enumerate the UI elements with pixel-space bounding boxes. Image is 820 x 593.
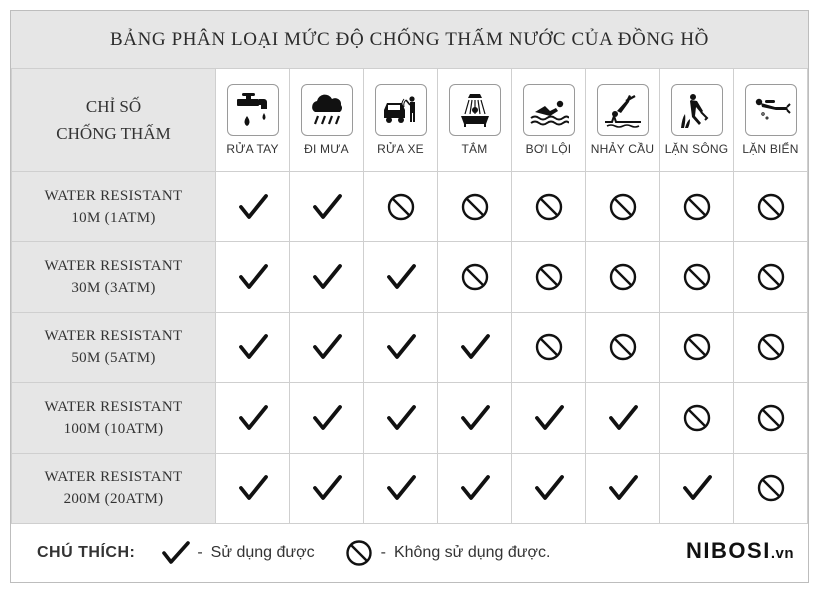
check-icon: [660, 474, 733, 502]
check-icon: [364, 263, 437, 291]
rating-cell: [290, 172, 364, 242]
rating-row: [12, 453, 808, 523]
check-icon: [216, 474, 289, 502]
rating-cell: [438, 383, 512, 453]
check-icon: [216, 193, 289, 221]
river-diver-icon: [671, 84, 723, 136]
diver-jump-icon: [597, 84, 649, 136]
rating-cell: [364, 242, 438, 312]
rating-cell: [290, 383, 364, 453]
rating-label-line-2: 50M (5ATM): [71, 350, 156, 367]
check-icon: [438, 404, 511, 432]
corner-line-2: CHỐNG THẤM: [56, 124, 171, 143]
check-icon: [586, 404, 659, 432]
rating-cell: [660, 453, 734, 523]
rating-cell: [290, 312, 364, 382]
rating-cell: [438, 172, 512, 242]
activity-header-boi-loi: [512, 69, 586, 172]
rating-cell: [734, 312, 808, 382]
check-icon: [586, 474, 659, 502]
activity-header-lan-song: [660, 69, 734, 172]
rating-label: [12, 383, 216, 453]
check-icon: [512, 474, 585, 502]
rating-cell: [290, 453, 364, 523]
prohibited-icon: [438, 192, 511, 222]
rating-cell: [364, 172, 438, 242]
rating-label-line-1: WATER RESISTANT: [44, 398, 183, 415]
rating-cell: [586, 172, 660, 242]
prohibited-icon: [586, 332, 659, 362]
rating-cell: [512, 312, 586, 382]
check-icon: [216, 263, 289, 291]
brand-name: NIBOSI: [686, 538, 771, 563]
legend-yes-dash: -: [197, 543, 203, 561]
activity-header-lan-bien: [734, 69, 808, 172]
activity-label: ĐI MƯA: [304, 142, 349, 156]
rating-cell: [512, 172, 586, 242]
waterproof-chart: [10, 10, 809, 583]
scuba-diver-icon: [745, 84, 797, 136]
activity-label: LẶN SÔNG: [664, 142, 729, 156]
activity-label: NHẢY CẦU: [590, 142, 655, 156]
car-wash-icon: [375, 84, 427, 136]
activity-label: RỬA XE: [377, 142, 424, 156]
rating-cell: [216, 383, 290, 453]
rating-cell: [512, 453, 586, 523]
check-icon: [216, 404, 289, 432]
legend-yes-text: Sử dụng được: [210, 543, 315, 561]
prohibited-icon: [345, 539, 373, 567]
rating-label-line-1: WATER RESISTANT: [44, 328, 183, 345]
rating-label-line-2: 10M (1ATM): [71, 209, 156, 226]
rating-cell: [216, 172, 290, 242]
rating-cell: [734, 242, 808, 312]
corner-header: [12, 69, 216, 172]
rating-cell: [586, 312, 660, 382]
legend: [11, 523, 808, 582]
check-icon: [438, 474, 511, 502]
check-icon: [290, 333, 363, 361]
swimmer-icon: [523, 84, 575, 136]
check-icon: [364, 404, 437, 432]
rating-row: [12, 172, 808, 242]
rating-label-line-2: 30M (3ATM): [71, 280, 156, 297]
rating-cell: [290, 242, 364, 312]
rating-label: [12, 172, 216, 242]
prohibited-icon: [734, 262, 807, 292]
rating-cell: [216, 453, 290, 523]
rating-cell: [734, 172, 808, 242]
rating-label: [12, 453, 216, 523]
rating-label-line-1: WATER RESISTANT: [44, 469, 183, 486]
activity-label: LẶN BIỂN: [742, 142, 799, 156]
check-icon: [290, 404, 363, 432]
rating-cell: [660, 242, 734, 312]
rating-cell: [660, 172, 734, 242]
rating-label: [12, 312, 216, 382]
rating-cell: [586, 453, 660, 523]
activity-header-tam: [438, 69, 512, 172]
rating-cell: [438, 312, 512, 382]
chart-title: BẢNG PHÂN LOẠI MỨC ĐỘ CHỐNG THẤM NƯỚC CỦA ĐỒNG HỒ: [11, 11, 808, 69]
check-icon: [216, 333, 289, 361]
check-icon: [290, 474, 363, 502]
prohibited-icon: [364, 192, 437, 222]
check-icon: [364, 333, 437, 361]
prohibited-icon: [438, 262, 511, 292]
rating-cell: [734, 383, 808, 453]
prohibited-icon: [660, 262, 733, 292]
rain-cloud-icon: [301, 84, 353, 136]
activity-label: BƠI LỘI: [525, 142, 572, 156]
check-icon: [290, 193, 363, 221]
brand-logo: [686, 538, 794, 564]
prohibited-icon: [586, 192, 659, 222]
prohibited-icon: [586, 262, 659, 292]
rating-cell: [364, 383, 438, 453]
rating-cell: [734, 453, 808, 523]
prohibited-icon: [512, 332, 585, 362]
rating-label-line-1: WATER RESISTANT: [44, 258, 183, 275]
prohibited-icon: [660, 332, 733, 362]
activity-header-rua-xe: [364, 69, 438, 172]
prohibited-icon: [734, 403, 807, 433]
prohibited-icon: [734, 192, 807, 222]
rating-cell: [512, 242, 586, 312]
check-icon: [161, 540, 191, 566]
rating-row: [12, 312, 808, 382]
rating-cell: [216, 312, 290, 382]
rating-table: [11, 68, 808, 524]
rating-cell: [364, 453, 438, 523]
rating-cell: [586, 383, 660, 453]
check-icon: [438, 333, 511, 361]
prohibited-icon: [660, 192, 733, 222]
rating-label-line-2: 100M (10ATM): [63, 420, 164, 437]
legend-no-text: Không sử dụng được.: [393, 543, 551, 561]
rating-cell: [438, 453, 512, 523]
prohibited-icon: [660, 403, 733, 433]
legend-title: CHÚ THÍCH:: [37, 543, 136, 561]
rating-cell: [586, 242, 660, 312]
rating-cell: [216, 242, 290, 312]
activity-label: RỬA TAY: [226, 142, 279, 156]
activity-label: TẮM: [461, 142, 488, 156]
rating-cell: [364, 312, 438, 382]
rating-row: [12, 383, 808, 453]
activity-header-nhay-cau: [586, 69, 660, 172]
rating-cell: [660, 383, 734, 453]
legend-no-dash: -: [380, 543, 386, 561]
prohibited-icon: [734, 332, 807, 362]
check-icon: [290, 263, 363, 291]
prohibited-icon: [734, 473, 807, 503]
activity-header-di-mua: [290, 69, 364, 172]
rating-cell: [512, 383, 586, 453]
prohibited-icon: [512, 192, 585, 222]
rating-label: [12, 242, 216, 312]
rating-row: [12, 242, 808, 312]
activity-header-rua-tay: [216, 69, 290, 172]
rating-label-line-2: 200M (20ATM): [63, 491, 164, 508]
brand-suffix: .vn: [770, 545, 794, 562]
rating-label-line-1: WATER RESISTANT: [44, 187, 183, 204]
rating-cell: [438, 242, 512, 312]
check-icon: [364, 474, 437, 502]
shower-icon: [449, 84, 501, 136]
faucet-icon: [227, 84, 279, 136]
rating-cell: [660, 312, 734, 382]
prohibited-icon: [512, 262, 585, 292]
check-icon: [512, 404, 585, 432]
corner-line-1: CHỈ SỐ: [85, 97, 142, 116]
activity-header-row: [12, 69, 808, 172]
